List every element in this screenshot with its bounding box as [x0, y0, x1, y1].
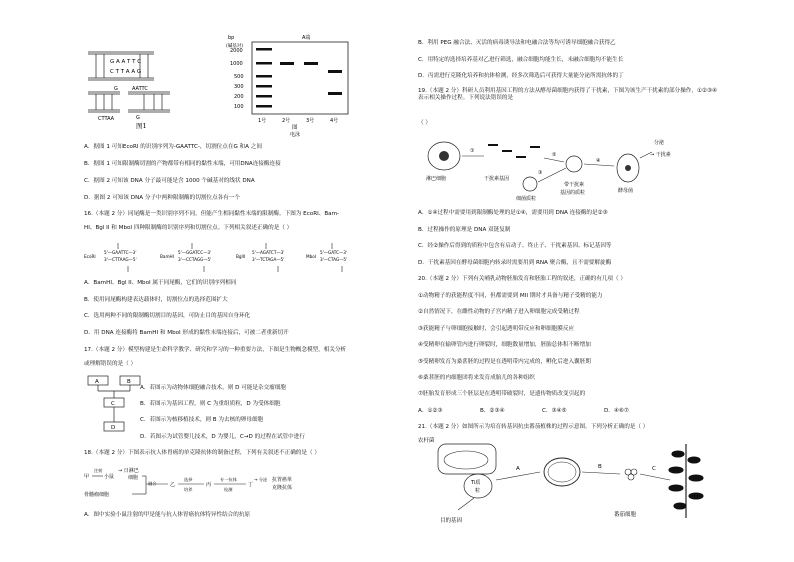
- enzyme-seq-0-top: 5'—GAATTC—3': [104, 250, 137, 255]
- enzyme-seq-2-top: 5'—AGATCT—3': [252, 250, 285, 255]
- q17-stem-line-2: 或理解错误的是（ ）: [84, 361, 137, 367]
- label-target-gene: 目的基因: [440, 518, 463, 524]
- q18-flowchart: [84, 462, 334, 508]
- enzyme-sequences: [84, 240, 384, 274]
- fig2-sub-label: (碱基对): [226, 44, 244, 49]
- gel-tick-5: 100: [234, 104, 244, 110]
- tomato-plant: [669, 444, 703, 518]
- step-c: C: [652, 466, 656, 472]
- gene-fragment-3: [516, 156, 526, 158]
- gel-tick-0: 2000: [230, 48, 243, 54]
- band-4-800: [328, 70, 342, 73]
- q18-option-d: D．丙需进行克隆化培养和抗体检测，经多次筛选后可获得大量能分泌所需抗体的丁: [418, 73, 624, 79]
- q21-stem: 21.（本题 2 分）如图所示为培育转基因抗虫番茄植株的过程示意图。下列分析正确的是（ ）: [418, 424, 649, 430]
- label-plasmid: 细菌质粒: [516, 196, 537, 202]
- band-1-300: [256, 85, 272, 88]
- fig2-caption-2: 电泳: [290, 132, 301, 138]
- q18-special: 专一抗体: [220, 477, 237, 482]
- band-1-500: [256, 75, 272, 78]
- label-ti-plasmid: Ti质: [471, 480, 481, 486]
- leaf-5: [669, 485, 683, 491]
- step-a: A: [516, 466, 520, 472]
- q20-stem: 20.（本题 2 分）下列有关哺乳动物胚胎发育和胚胎工程的叙述，正确的有几项（ ）: [418, 276, 626, 282]
- q19-step-3: ③: [538, 170, 543, 176]
- enzyme-name-3: MboI: [306, 254, 317, 259]
- q18-spleen: → 日淋巴: [118, 468, 139, 474]
- q19-interferon-figure: [418, 128, 718, 208]
- q18-culture: 培养: [184, 487, 193, 492]
- q19-option-d: D．干扰素基因在酵母菌细胞内转录时需要用到 RNA 聚合酶，且不需要解旋酶: [418, 260, 612, 266]
- q15-option-a: A．据图 1 可知EcoRI 的识别序列为-GAATTC-，切割位点在G 和A 之间: [84, 144, 262, 150]
- gel-frame: [252, 42, 348, 114]
- q19-option-c: C．经②操作后得到的质粒中包含有启动子、终止子、干扰素基因、标记基因等: [418, 243, 612, 249]
- band-1-100: [256, 105, 272, 108]
- q18-result-1: 抗胃癌单: [272, 477, 293, 483]
- q16-option-c: C．选用两种不同的限制酶切割目的基因，可防止目的基因自身环化: [84, 313, 251, 319]
- lane-2: 2号: [282, 118, 291, 124]
- q19-step-4: ④: [596, 158, 601, 164]
- q18-fusion: 融合: [148, 481, 157, 486]
- recombinant-ti-inner: [548, 462, 576, 482]
- q18-result-2: 克隆抗体: [272, 485, 293, 491]
- agrobacterium-cell: [438, 444, 496, 474]
- q18-inject: 注射: [94, 468, 103, 473]
- lane-4: 4号: [330, 118, 339, 124]
- label-interferon-gene: 干扰素基因: [484, 176, 510, 182]
- lane-1: 1号: [258, 118, 267, 124]
- q18-ding: 丁: [248, 482, 254, 488]
- fig1-bottom-right-1: AATTC: [132, 86, 148, 92]
- fig1-bottom-left-1: G: [114, 86, 118, 92]
- q18-option-a: A．图中实验小鼠注射的甲是能与抗人体胃癌抗体特异性结合的抗原: [84, 512, 251, 518]
- gel-ticks: [230, 48, 244, 110]
- leaf-1: [672, 451, 684, 457]
- model-label-b: B: [127, 379, 131, 385]
- label-tomato-cells: 番茄细胞: [614, 512, 637, 518]
- q18-select: 选择: [184, 477, 193, 482]
- tomato-cell-3: [628, 474, 634, 480]
- figure-2-electrophoresis: [224, 32, 354, 142]
- band-1-200: [256, 95, 272, 98]
- recombinant-plasmid: [566, 156, 582, 172]
- fig1-bottom-left-2: CTTAA: [98, 116, 115, 122]
- label-interferon: → 干扰素: [650, 152, 671, 158]
- gel-tick-4: 200: [234, 94, 244, 100]
- gene-fragment-4: [530, 146, 540, 148]
- leaf-6: [689, 493, 703, 499]
- model-label-d: D: [111, 425, 116, 431]
- q19-stem-paren: （ ）: [418, 120, 431, 126]
- lymphocyte-nucleus: [439, 151, 449, 161]
- gene-fragments: [488, 144, 540, 158]
- q18-option-b: B．利用 PEG 融合法、灭活的病毒诱导法和电融合法等均可诱导细胞融合获得乙: [418, 40, 616, 46]
- leaf-7: [674, 503, 686, 509]
- q20-item-1: ①动物精子的获能程度不同，但都需要到 MII 期时才具备与精子受精的能力: [418, 293, 603, 299]
- q18-clone: → 分泌: [254, 477, 268, 482]
- q21-transgenic-figure: [418, 434, 718, 530]
- band-1-1000: [256, 62, 272, 65]
- enzyme-seq-1-top: 5'—GGATCC—3': [178, 250, 212, 255]
- lane-3: 3号: [306, 118, 315, 124]
- q17-option-b: B．若图示为基因工程，则 C 为重组质粒，D 为受体细胞: [140, 401, 281, 407]
- q17-option-d: D．若图示为试管婴儿技术，D 为婴儿，C→D 的过程在试管中进行: [140, 434, 305, 440]
- fig1-caption: 图1: [136, 122, 147, 130]
- enzyme-name-0: EcoRI: [84, 254, 96, 259]
- q17-stem-line-1: 17.（本题 2 分）模型构建是生命科学教学、研究和学习的一种重要方法，下图是生物概念模型，相关分析: [84, 347, 347, 353]
- q16-option-b: B．使用同尾酶构建表达载体时，切割位点的选择范围扩大: [84, 297, 228, 303]
- q18-mouse: 小鼠: [104, 474, 115, 480]
- model-label-a: A: [95, 379, 99, 385]
- band-3-1000: [304, 62, 318, 65]
- fig1-top-seq-1: G A A T T C: [110, 59, 142, 65]
- q20-option-c: C．③④⑤: [542, 408, 567, 414]
- gel-tick-3: 300: [234, 84, 244, 90]
- q15-option-c: C．据图 2 可知该 DNA 分子最可能是含 1000 个碱基对的线状 DNA: [84, 178, 255, 184]
- gene-fragment-2: [502, 150, 512, 152]
- figure-1-dna-cut: [84, 30, 204, 130]
- q16-option-d: D．用 DNA 连接酶将 BamHI 和 MboI 形成的黏性末端连接后，可被二者重新切开: [84, 330, 289, 336]
- gene-fragment-1: [488, 144, 498, 146]
- q18-option-c: C．用特定的选择培养基对乙进行筛选，融合细胞均能生长，未融合细胞均不能生长: [418, 57, 624, 63]
- enzyme-seq-2-bottom: 3'—TCTAGA—5': [252, 257, 285, 262]
- band-2-1000: [280, 62, 294, 65]
- q15-option-d: D．据图 2 可知该 DNA 分子中两种限制酶的切割位点各有一个: [84, 195, 240, 201]
- q18-yi: 乙: [170, 482, 176, 488]
- q20-item-4: ④受精卵在输卵管内进行卵裂时，细胞数量增加，胚胎总体积不断增加: [418, 342, 591, 348]
- label-secrete: 分泌: [654, 140, 665, 146]
- q20-option-a: A．①②③: [418, 408, 443, 414]
- q18-bing: 丙: [206, 482, 212, 488]
- q17-option-c: C．若图示为核移植技术，则 B 为去核的卵母细胞: [140, 417, 264, 423]
- fig1-bottom-right-2: G: [136, 115, 140, 121]
- q19-step-2: ②: [552, 152, 557, 158]
- q20-option-d: D．④⑥⑦: [604, 408, 629, 414]
- q15-option-b: B．据图 1 可知限制酶切割的产物都带有相同的黏性末端，可用DNA连接酶连接: [84, 161, 281, 167]
- step-b: B: [598, 464, 602, 470]
- gel-tick-2: 500: [234, 74, 244, 80]
- q19-step-1: ①: [470, 148, 475, 154]
- fig2-caption-1: 图: [292, 125, 298, 131]
- agro-chromosome: [444, 451, 488, 469]
- enzyme-name-1: BamHI: [160, 254, 174, 259]
- q20-item-3: ③获能精子与卵细胞接触时，会引起透明带反应和卵细胞膜反应: [418, 326, 575, 332]
- label-ti-plasmid-2: 粒: [475, 488, 481, 494]
- q16-option-a: A．BamHI、Bgl II、MboI 属于同尾酶，它们的识别序列相同: [84, 280, 237, 286]
- q20-item-2: ②自然情况下，在雌性动物的子宫内精子进入卵细胞完成受精过程: [418, 309, 580, 315]
- model-label-c: C: [111, 401, 115, 407]
- q20-item-5: ⑤受精卵发育为桑葚胚的过程是在透明带内完成的，孵化后进入囊胚期: [418, 359, 591, 365]
- q18-stem: 18.（本题 2 分）下图表示抗人体胃癌的单克隆抗体的制备过程，下列有关叙述不正确的是（ ）: [84, 450, 320, 456]
- fig2-bp-label: bp: [228, 35, 235, 41]
- band-4-200: [328, 92, 342, 95]
- enzyme-seq-0-bottom: 3'—CTTAAG—5': [104, 257, 137, 262]
- label-recombinant-1: 带干扰素: [564, 182, 585, 188]
- leaf-2: [688, 457, 700, 463]
- q19-stem: 19.（本题 2 分）科研人员利用基因工程的方法从酵母菌细胞内获得了干扰素，下图为该生产干扰素的部分操作，①②③④表示相关操作过程。下列说法错误的是: [418, 88, 717, 101]
- q18-myeloma: 骨髓瘤细胞: [84, 492, 110, 498]
- q19-option-a: A．①④过程中需要用到限制酶处理的是①④，需要用到 DNA 连接酶的是②③: [418, 210, 608, 216]
- q18-cells: 细胞: [128, 475, 139, 481]
- label-recombinant-2: 基因的质粒: [560, 190, 586, 196]
- tomato-cells: [625, 469, 637, 480]
- q18-detect: 检测: [224, 487, 233, 492]
- q16-stem-line-1: 16.（本题 2 分）同尾酶是一类识别序列不同，但能产生相同黏性末端的限制酶。下图为 EcoRI、Bam-: [84, 211, 340, 217]
- label-yeast: 酵母菌: [618, 188, 634, 194]
- enzyme-seq-3-top: 5'—GATC—3': [320, 250, 348, 255]
- enzyme-name-2: BglII: [236, 254, 246, 259]
- enzyme-seq-3-bottom: 3'—CTAG—5': [320, 257, 348, 262]
- label-agrobacterium: 农杆菌: [418, 438, 435, 444]
- q17-option-a: A．若图示为动物体细胞融合技术，则 D 可能是杂交瘤细胞: [140, 385, 286, 391]
- q20-item-6: ⑥桑葚胚的内细胞团将来发育成胎儿的各种组织: [418, 375, 535, 381]
- gel-tick-1: 1000: [230, 61, 243, 67]
- label-lymphocyte: 淋巴细胞: [426, 176, 447, 182]
- leaf-4: [689, 475, 703, 481]
- enzyme-seq-1-bottom: 3'—CCTAGG—5': [178, 257, 212, 262]
- q20-item-7: ⑦胚胎发育形成三个胚层是在透明带破裂时，是遗传物质改变引起的: [418, 391, 586, 397]
- gel-bands: [256, 48, 342, 108]
- yeast-nucleus: [625, 165, 631, 171]
- bacterial-plasmid: [523, 177, 537, 191]
- q20-option-b: B．②③④: [480, 408, 505, 414]
- q19-option-b: B．过程操作的原理是 DNA 双链复制: [418, 227, 511, 233]
- q18-jia: 甲: [84, 474, 90, 480]
- fig1-top-seq-2: C T T A A G: [110, 69, 142, 75]
- fig2-title: A端: [302, 35, 311, 41]
- band-1-2000: [256, 48, 272, 51]
- ti-plasmid: [464, 474, 492, 498]
- q16-stem-line-2: HI、Bgl II 和 MboI 四种限制酶的识别序列和切割位点。下列相关叙述正确的是（ ）: [84, 225, 293, 231]
- leaf-3: [669, 467, 683, 473]
